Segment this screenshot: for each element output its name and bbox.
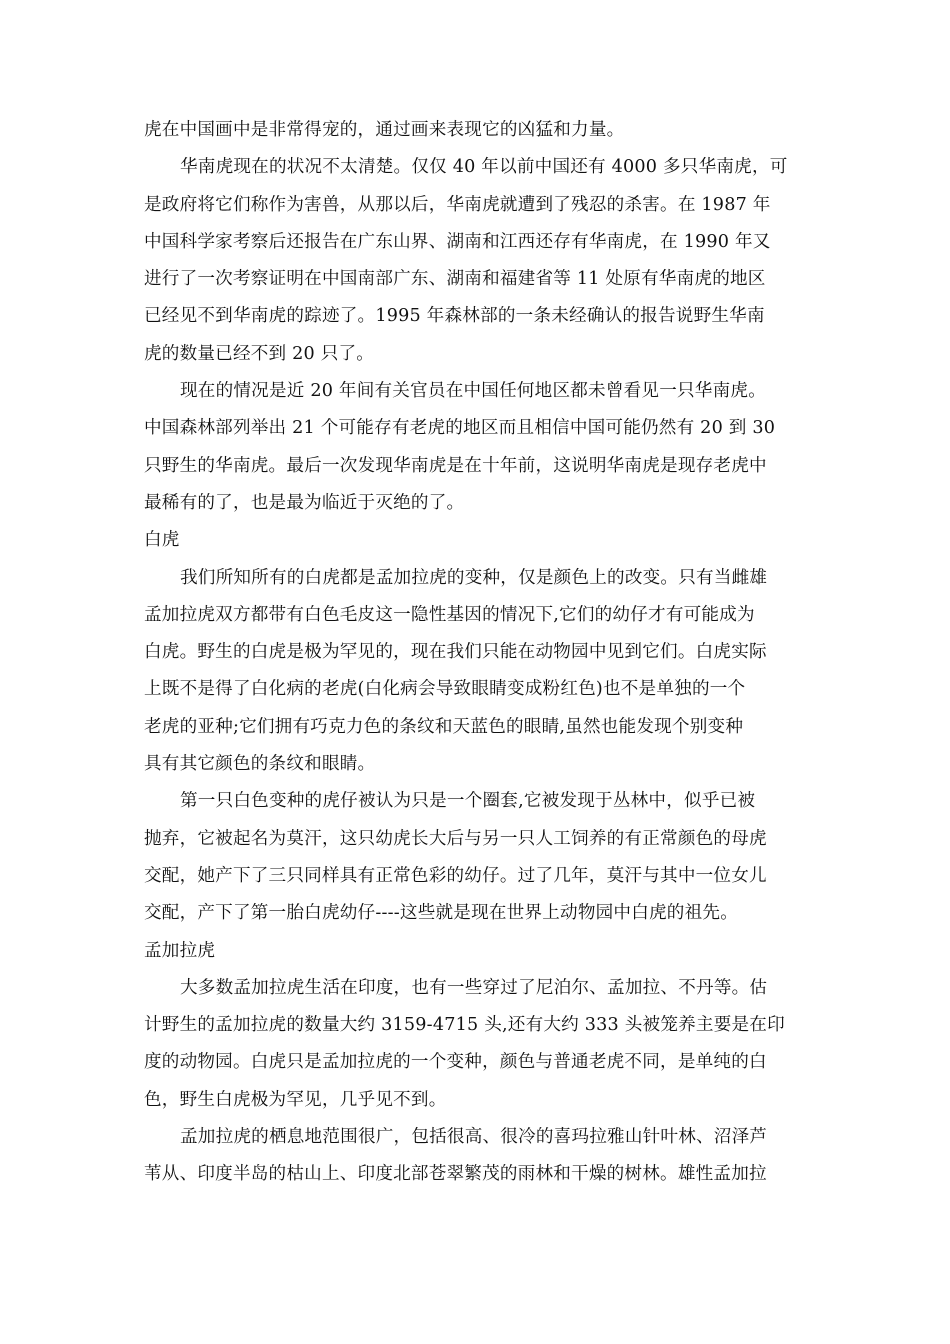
- section-heading-white-tiger: 白虎: [144, 530, 180, 551]
- paragraph-south-china-tiger-status: 华南虎现在的状况不太清楚。仅仅 40 年以前中国还有 4000 多只华南虎，可 是政府将它们称作为害兽，从那以后，华南虎就遭到了残忍的杀害。在 1987 年 中国科学家考察后还报告在广东山界、湖南和江西还存有华南虎，在 1990 年又 进行了一次考察证明在中国南部广东、湖南和福建省等 11 处原有华南虎的地区 已经见不到华南虎的踪迹了。1995 年森林部的一条未经确认的报告说野生华南 虎的数量已经不到 20 只了。: [144, 157, 788, 364]
- paragraph-south-china-tiger-current: 现在的情况是近 20 年间有关官员在中国任何地区都未曾看见一只华南虎。 中国森林部列举出 21 个可能存有老虎的地区而且相信中国可能仍然有 20 到 30 只野生的华南虎。最后一次发现华南虎是在十年前，这说明华南虎是现存老虎中 最稀有的了，也是最为临近于灭绝的了。: [144, 381, 776, 513]
- paragraph-bengal-tiger-population: 大多数孟加拉虎生活在印度，也有一些穿过了尼泊尔、孟加拉、不丹等。估 计野生的孟加拉虎的数量大约 3159-4715 头,还有大约 333 头被笼养主要是在印 度的动物园。白虎只是孟加拉虎的一个变种，颜色与普通老虎不同，是单纯的白 色，野生白虎极为罕见，几乎见不到。: [144, 977, 785, 1110]
- paragraph-white-tiger-genetics: 我们所知所有的白虎都是孟加拉虎的变种，仅是颜色上的改变。只有当雌雄 孟加拉虎双方都带有白色毛皮这一隐性基因的情况下,它们的幼仔才有可能成为 白虎。野生的白虎是极为罕见的，现在我们只能在动物园中见到它们。白虎实际 上既不是得了白化病的老虎(白化病会导致眼睛变成粉红色)也不是单独的一个 老虎的亚种;它们拥有巧克力色的条纹和天蓝色的眼睛,虽然也能发现个别变种 具有其它颜色的条纹和眼睛。: [144, 567, 768, 775]
- document-body: [144, 112, 809, 1194]
- paragraph-continuation: 虎在中国画中是非常得宠的，通过画来表现它的凶猛和力量。: [144, 120, 625, 140]
- paragraph-bengal-tiger-habitat: 孟加拉虎的栖息地范围很广，包括很高、很冷的喜玛拉雅山针叶林、沼泽芦 苇从、印度半岛的枯山上、印度北部苍翠繁茂的雨林和干燥的树林。雄性孟加拉: [144, 1127, 768, 1185]
- paragraph-white-tiger-origin: 第一只白色变种的虎仔被认为只是一个圈套,它被发现于丛林中，似乎已被 抛弃，它被起名为莫汗，这只幼虎长大后与另一只人工饲养的有正常颜色的母虎 交配，她产下了三只同样具有正常色彩的幼仔。过了几年，莫汗与其中一位女儿 交配，产下了第一胎白虎幼仔----这些就是现在世界上动物园中白虎的祖先。: [144, 791, 767, 924]
- section-heading-bengal-tiger: 孟加拉虎: [144, 940, 216, 961]
